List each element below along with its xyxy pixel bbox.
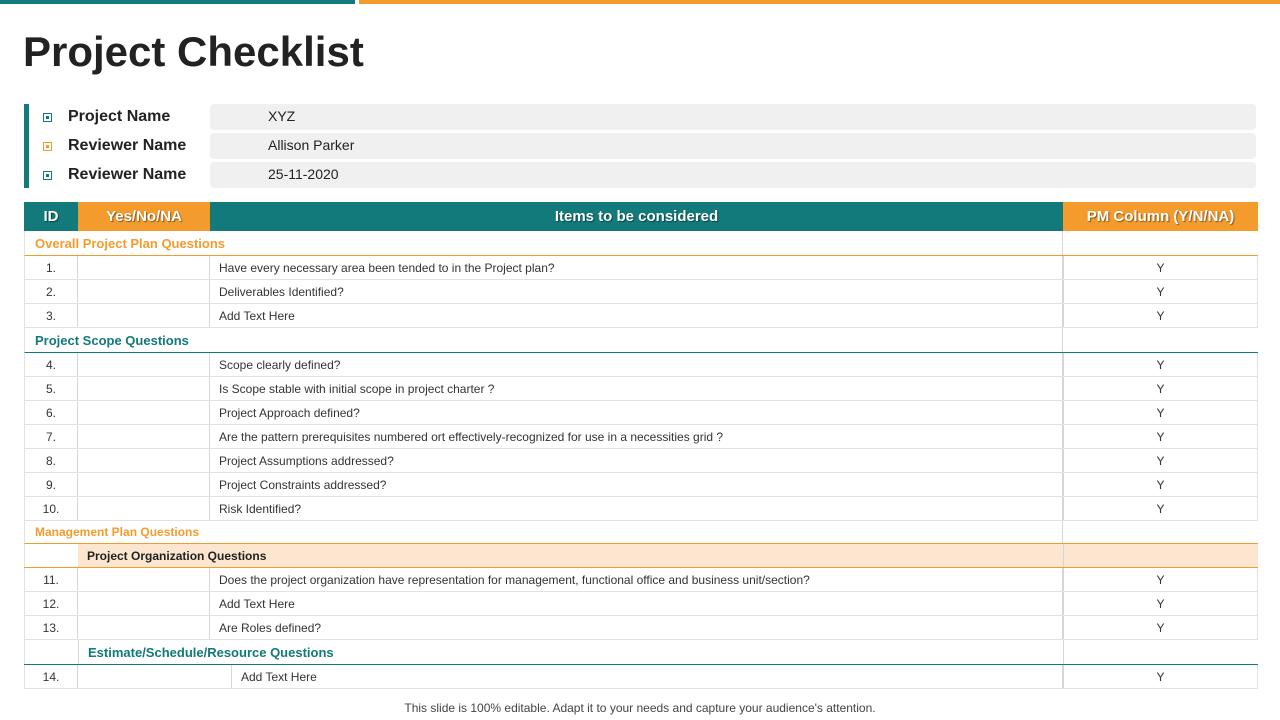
yes-no-cell[interactable] bbox=[78, 473, 210, 496]
table-row bbox=[24, 449, 1258, 473]
pm-cell[interactable]: Y bbox=[1063, 401, 1258, 424]
project-info-panel bbox=[24, 104, 1256, 188]
section-pm-cell bbox=[1063, 521, 1258, 543]
pm-cell[interactable]: Y bbox=[1063, 592, 1258, 615]
row-item: Is Scope stable with initial scope in project charter ? bbox=[210, 377, 1063, 400]
row-id: 5. bbox=[24, 377, 78, 400]
pm-cell[interactable]: Y bbox=[1063, 497, 1258, 520]
section-label: Overall Project Plan Questions bbox=[25, 231, 1063, 255]
info-value: Allison Parker bbox=[268, 137, 355, 153]
table-row bbox=[24, 425, 1258, 449]
pm-cell[interactable]: Y bbox=[1063, 568, 1258, 591]
yes-no-cell[interactable] bbox=[78, 449, 210, 472]
review-date-field[interactable] bbox=[210, 162, 1256, 188]
row-item: Add Text Here bbox=[232, 665, 1063, 688]
header-pm-column: PM Column (Y/N/NA) bbox=[1063, 202, 1258, 231]
table-row bbox=[24, 473, 1258, 497]
top-accent-bar-teal bbox=[0, 0, 355, 4]
row-item: Add Text Here bbox=[210, 592, 1063, 615]
section-label: Management Plan Questions bbox=[25, 521, 1063, 543]
row-item: Add Text Here bbox=[210, 304, 1063, 327]
page-title: Project Checklist bbox=[23, 28, 364, 75]
footer-note: This slide is 100% editable. Adapt it to your needs and capture your audience's attention. bbox=[404, 701, 876, 715]
table-row bbox=[24, 353, 1258, 377]
table-row bbox=[24, 304, 1258, 328]
pm-cell[interactable]: Y bbox=[1063, 665, 1258, 688]
yes-no-cell[interactable] bbox=[78, 616, 210, 639]
table-row bbox=[24, 592, 1258, 616]
pm-cell[interactable]: Y bbox=[1063, 616, 1258, 639]
pm-cell[interactable]: Y bbox=[1063, 473, 1258, 496]
section-project-scope bbox=[24, 328, 1258, 353]
info-row-project-name bbox=[24, 104, 1256, 130]
section-pm-cell bbox=[1063, 328, 1258, 352]
pm-cell[interactable]: Y bbox=[1063, 256, 1258, 279]
section-management-plan bbox=[24, 521, 1258, 544]
subsection-estimate-schedule-resource bbox=[24, 640, 1258, 665]
header-id: ID bbox=[24, 202, 78, 231]
row-id: 8. bbox=[24, 449, 78, 472]
yes-no-cell[interactable] bbox=[78, 401, 210, 424]
table-row bbox=[24, 280, 1258, 304]
yes-no-cell[interactable] bbox=[78, 592, 210, 615]
pm-cell[interactable]: Y bbox=[1063, 377, 1258, 400]
table-row bbox=[24, 665, 1258, 689]
subsection-label: Project Organization Questions bbox=[78, 544, 1063, 567]
row-id: 6. bbox=[24, 401, 78, 424]
row-item: Are the pattern prerequisites numbered ort effectively-recognized for use in a necessities grid ? bbox=[210, 425, 1063, 448]
yes-no-cell[interactable] bbox=[78, 377, 210, 400]
info-value: XYZ bbox=[268, 108, 296, 124]
info-label: Project Name bbox=[68, 108, 171, 125]
row-item: Are Roles defined? bbox=[210, 616, 1063, 639]
info-row-reviewer-name bbox=[24, 133, 1256, 159]
subsection-id-cell bbox=[24, 544, 78, 567]
table-row bbox=[24, 568, 1258, 592]
yes-no-cell[interactable] bbox=[78, 568, 210, 591]
yes-no-cell[interactable] bbox=[78, 497, 210, 520]
row-id: 10. bbox=[24, 497, 78, 520]
row-item: Does the project organization have representation for management, functional office and business unit/section? bbox=[210, 568, 1063, 591]
project-name-field[interactable] bbox=[210, 104, 1256, 130]
row-item: Scope clearly defined? bbox=[210, 353, 1063, 376]
subsection-project-organization bbox=[24, 544, 1258, 568]
pm-cell[interactable]: Y bbox=[1063, 304, 1258, 327]
section-label: Project Scope Questions bbox=[25, 328, 1063, 352]
yes-no-cell[interactable] bbox=[78, 353, 210, 376]
row-item: Project Constraints addressed? bbox=[210, 473, 1063, 496]
subsection-id-cell bbox=[24, 640, 78, 664]
table-row bbox=[24, 377, 1258, 401]
table-row bbox=[24, 616, 1258, 640]
row-item: Project Assumptions addressed? bbox=[210, 449, 1063, 472]
row-id: 7. bbox=[24, 425, 78, 448]
row-item: Project Approach defined? bbox=[210, 401, 1063, 424]
section-pm-cell bbox=[1063, 231, 1258, 255]
subsection-label: Estimate/Schedule/Resource Questions bbox=[78, 640, 1063, 664]
square-bullet-icon bbox=[43, 142, 52, 151]
pm-cell[interactable]: Y bbox=[1063, 425, 1258, 448]
top-accent-bar-orange bbox=[359, 0, 1280, 4]
header-yes-no-na: Yes/No/NA bbox=[78, 202, 210, 231]
table-header bbox=[24, 202, 1258, 231]
row-id: 13. bbox=[24, 616, 78, 639]
info-row-reviewer-date bbox=[24, 162, 1256, 188]
subsection-pm-cell bbox=[1063, 544, 1258, 567]
checklist-table bbox=[24, 202, 1258, 689]
square-bullet-icon bbox=[43, 113, 52, 122]
row-id: 9. bbox=[24, 473, 78, 496]
header-items: Items to be considered bbox=[210, 202, 1063, 231]
row-item: Risk Identified? bbox=[210, 497, 1063, 520]
row-id: 1. bbox=[24, 256, 78, 279]
row-item: Deliverables Identified? bbox=[210, 280, 1063, 303]
row-id: 2. bbox=[24, 280, 78, 303]
yes-no-cell[interactable] bbox=[78, 256, 210, 279]
square-bullet-icon bbox=[43, 171, 52, 180]
info-label: Reviewer Name bbox=[68, 137, 187, 154]
yes-no-cell[interactable] bbox=[78, 425, 210, 448]
table-row bbox=[24, 256, 1258, 280]
row-item: Have every necessary area been tended to in the Project plan? bbox=[210, 256, 1063, 279]
yes-no-cell[interactable] bbox=[78, 304, 210, 327]
row-id: 12. bbox=[24, 592, 78, 615]
row-id: 4. bbox=[24, 353, 78, 376]
info-label: Reviewer Name bbox=[68, 166, 187, 183]
reviewer-name-field[interactable] bbox=[210, 133, 1256, 159]
subsection-pm-cell bbox=[1063, 640, 1258, 664]
row-id: 3. bbox=[24, 304, 78, 327]
row-id: 11. bbox=[24, 568, 78, 591]
pm-cell[interactable]: Y bbox=[1063, 280, 1258, 303]
yes-no-cell[interactable] bbox=[78, 665, 232, 688]
pm-cell[interactable]: Y bbox=[1063, 449, 1258, 472]
row-id: 14. bbox=[24, 665, 78, 688]
table-row bbox=[24, 497, 1258, 521]
pm-cell[interactable]: Y bbox=[1063, 353, 1258, 376]
section-overall-project-plan bbox=[24, 231, 1258, 256]
table-row bbox=[24, 401, 1258, 425]
yes-no-cell[interactable] bbox=[78, 280, 210, 303]
info-value: 25-11-2020 bbox=[268, 166, 339, 182]
